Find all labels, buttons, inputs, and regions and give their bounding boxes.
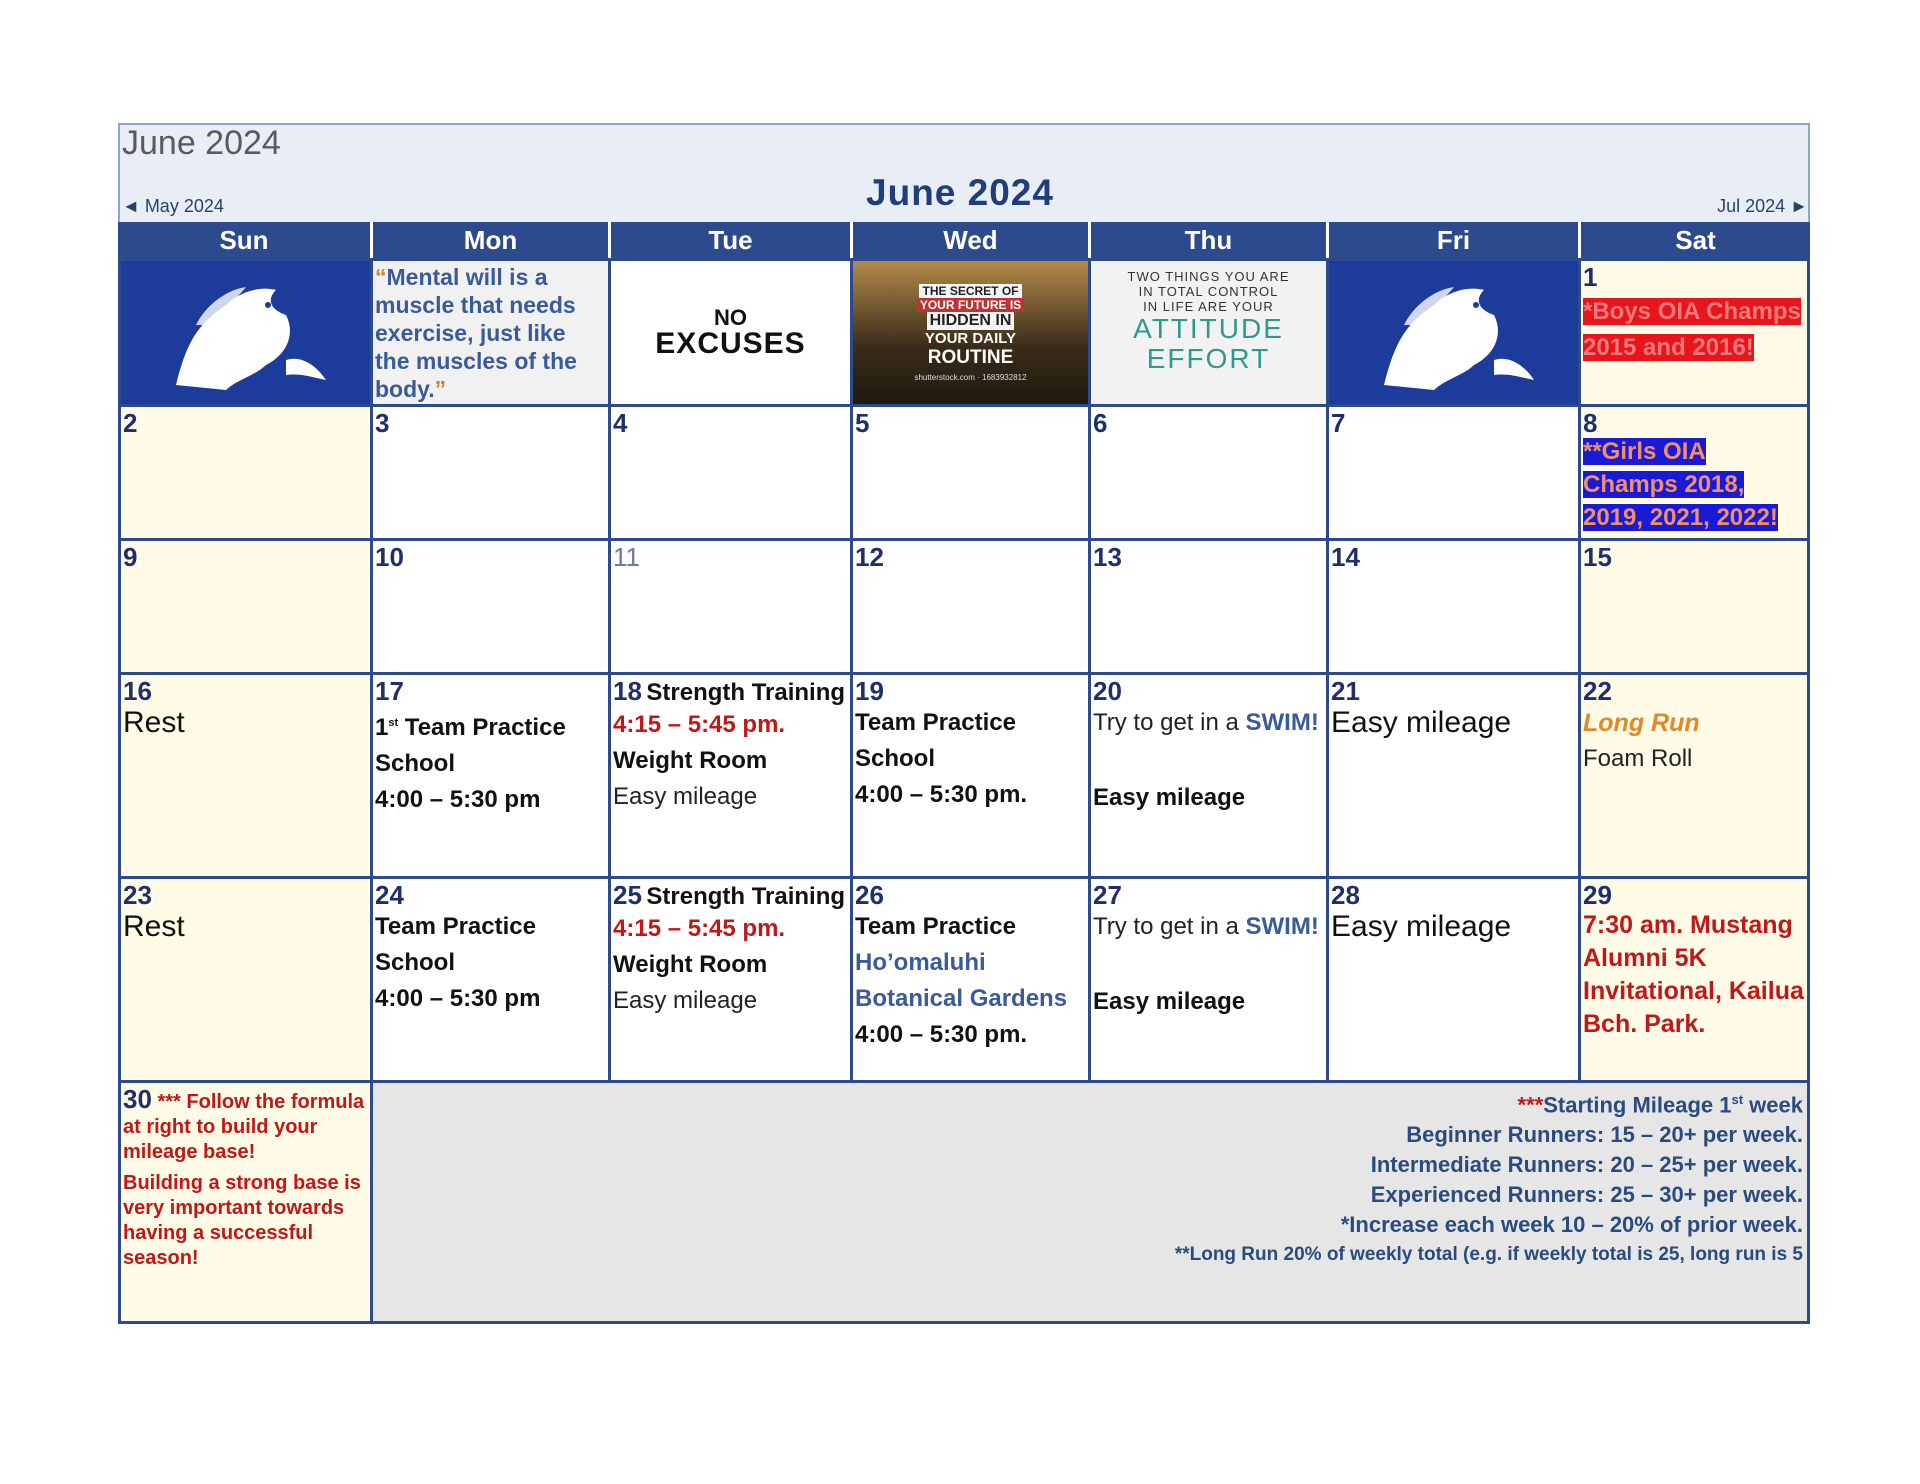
secret-line4: YOUR DAILY: [924, 329, 1017, 347]
event-easy-mileage: Easy mileage: [1331, 910, 1512, 943]
day-header-line: [613, 881, 848, 911]
day-cell-5[interactable]: [850, 404, 1088, 538]
day-number: 15: [1583, 542, 1612, 572]
event-time: 4:00 – 5:30 pm.: [855, 781, 1028, 808]
event-long-run: Long Run: [1583, 709, 1700, 737]
day-header-sun: Sun: [118, 222, 370, 258]
secret-line5: ROUTINE: [927, 346, 1014, 368]
day-header-mon: Mon: [370, 222, 608, 258]
day-number: 24: [375, 880, 404, 910]
day-number: 16: [123, 676, 152, 706]
mustang-logo-icon: [136, 265, 356, 401]
swim-word: SWIM!: [1245, 913, 1319, 940]
day-number: 4: [613, 408, 628, 438]
boys-champs-text: *Boys OIA Champs 2015 and 2016!: [1583, 298, 1801, 361]
heading-sup: st: [1731, 1092, 1744, 1107]
long-run-line: **Long Run 20% of weekly total (e.g. if weekly total is 25, long run is 5: [1174, 1244, 1803, 1266]
mileage-guide: [370, 1080, 1810, 1324]
day-cell-29[interactable]: [1578, 876, 1810, 1080]
event-location: Weight Room: [613, 747, 768, 774]
day-cell-19[interactable]: [850, 672, 1088, 876]
day-cell-20[interactable]: [1088, 672, 1326, 876]
event-title: Team Practice: [398, 714, 566, 741]
mileage-guide-heading: [373, 1085, 1803, 1120]
day-cell-10[interactable]: [370, 538, 608, 672]
day-number: 1: [1583, 262, 1598, 292]
day-cell-7[interactable]: [1326, 404, 1578, 538]
day-number: 3: [375, 408, 390, 438]
day-number: 20: [1093, 676, 1122, 706]
attitude-line4: ATTITUDE: [1133, 313, 1284, 344]
page-title: June 2024: [866, 172, 1054, 213]
attitude-line5: EFFORT: [1146, 343, 1271, 374]
girls-champs-text: **Girls OIA Champs 2018, 2019, 2021, 2022!: [1583, 438, 1778, 531]
event-alumni-5k: 7:30 am. Mustang Alumni 5K Invitational, Kailua Bch. Park.: [1583, 911, 1804, 1038]
day-number: 8: [1583, 408, 1598, 438]
event-swim: [1093, 909, 1324, 948]
swim-word: SWIM!: [1245, 709, 1319, 736]
day-number: 22: [1583, 676, 1612, 706]
day-number: 21: [1331, 676, 1360, 706]
secret-line1: THE SECRET OF: [919, 284, 1021, 298]
boys-champs-note: [1583, 297, 1805, 369]
heading-text: Starting Mileage 1: [1543, 1092, 1732, 1118]
day-number: 7: [1331, 408, 1346, 438]
secret-line2: YOUR FUTURE IS: [917, 298, 1024, 312]
day-cell-21[interactable]: [1326, 672, 1578, 876]
event-location: Ho’omaluhi Botanical Gardens: [855, 949, 1068, 1012]
event-strength-training: Strength Training: [646, 883, 846, 910]
event-location: School: [375, 750, 456, 777]
day-cell-11[interactable]: [608, 538, 850, 672]
day-header-sat: Sat: [1578, 222, 1810, 258]
heading-week: week: [1743, 1092, 1803, 1118]
no-excuses-line2: EXCUSES: [655, 326, 806, 360]
event-easy-mileage: Easy mileage: [1331, 706, 1512, 739]
prev-month-link[interactable]: ◄ May 2024: [122, 196, 224, 216]
day-header-fri: Fri: [1326, 222, 1578, 258]
day-cell-14[interactable]: [1326, 538, 1578, 672]
day-header-wed: Wed: [850, 222, 1088, 258]
day-cell-26[interactable]: [850, 876, 1088, 1080]
ordinal-number: 1: [375, 714, 389, 741]
attitude-line1: TWO THINGS YOU ARE: [1127, 269, 1290, 284]
day-number: 5: [855, 408, 870, 438]
day-cell-25[interactable]: [608, 876, 850, 1080]
day-cell-6[interactable]: [1088, 404, 1326, 538]
corner-title: June 2024: [122, 124, 281, 162]
event-team-practice: [375, 705, 606, 746]
day-number: 29: [1583, 880, 1612, 910]
event-rest: Rest: [123, 706, 185, 739]
quote-close: ”: [434, 376, 447, 402]
day-number: 19: [855, 676, 884, 706]
quote-body: Mental will is a muscle that needs exercise, just like the muscles of the body.: [375, 264, 577, 402]
day-cell-27[interactable]: [1088, 876, 1326, 1080]
day-cell-22[interactable]: [1578, 672, 1810, 876]
secret-routine-image: [850, 258, 1088, 404]
experienced-line: Experienced Runners: 25 – 30+ per week.: [1370, 1182, 1803, 1208]
event-location: School: [375, 949, 456, 976]
no-excuses-line1: NO: [714, 304, 747, 330]
attitude-effort-image: [1088, 258, 1326, 404]
next-month-link[interactable]: Jul 2024 ►: [1717, 196, 1808, 216]
day-cell-24[interactable]: [370, 876, 608, 1080]
day-cell-13[interactable]: [1088, 538, 1326, 672]
day-cell-15[interactable]: [1578, 538, 1810, 672]
day-cell-9[interactable]: [118, 538, 370, 672]
event-easy-mileage: Easy mileage: [613, 987, 758, 1014]
event-time: 4:15 – 5:45 pm.: [613, 711, 786, 738]
day-header-line: [613, 677, 848, 707]
event-time: 4:00 – 5:30 pm.: [855, 1021, 1028, 1048]
day-cell-16[interactable]: [118, 672, 370, 876]
event-time: 4:00 – 5:30 pm: [375, 985, 541, 1012]
secret-caption: shutterstock.com · 1683932812: [914, 372, 1027, 382]
formula-note: *** Follow the formula at right to build your mileage base!: [123, 1091, 365, 1163]
day-30-note: [123, 1085, 368, 1165]
swim-prefix: Try to get in a: [1093, 709, 1246, 736]
day-cell-23[interactable]: [118, 876, 370, 1080]
quote-open: “: [375, 264, 387, 290]
ordinal-suffix: st: [388, 717, 399, 729]
day-number: 17: [375, 676, 404, 706]
day-cell-4[interactable]: [608, 404, 850, 538]
attitude-line3: IN LIFE ARE YOUR: [1143, 299, 1274, 314]
event-easy-mileage: Easy mileage: [1093, 784, 1246, 811]
day-cell-28[interactable]: [1326, 876, 1578, 1080]
day-number: 2: [123, 408, 138, 438]
event-easy-mileage: Easy mileage: [1093, 988, 1246, 1015]
day-cell-3[interactable]: [370, 404, 608, 538]
day-number: 13: [1093, 542, 1122, 572]
attitude-line2: IN TOTAL CONTROL: [1138, 284, 1279, 299]
mustang-logo-sun: [118, 258, 370, 404]
day-cell-12[interactable]: [850, 538, 1088, 672]
day-cell-17[interactable]: [370, 672, 608, 876]
quote-text: [375, 263, 606, 403]
day-number: 30: [123, 1084, 152, 1114]
day-number: 9: [123, 542, 138, 572]
day-number: 23: [123, 880, 152, 910]
day-header-tue: Tue: [608, 222, 850, 258]
day-number: 6: [1093, 408, 1108, 438]
secret-line3: HIDDEN IN: [927, 312, 1015, 330]
day-number: 26: [855, 880, 884, 910]
event-swim: [1093, 705, 1324, 744]
event-time: 4:00 – 5:30 pm: [375, 786, 541, 813]
intermediate-line: Intermediate Runners: 20 – 25+ per week.: [1370, 1152, 1803, 1178]
event-team-practice: Team Practice: [855, 913, 1016, 940]
day-number: 27: [1093, 880, 1122, 910]
day-number: 11: [613, 542, 640, 572]
event-time: 4:15 – 5:45 pm.: [613, 915, 786, 942]
cell-quote: [370, 258, 608, 404]
mustang-logo-icon: [1344, 265, 1564, 401]
swim-prefix: Try to get in a: [1093, 913, 1246, 940]
day-number: 14: [1331, 542, 1360, 572]
day-number: 18: [613, 676, 642, 706]
day-number: 28: [1331, 880, 1360, 910]
event-rest: Rest: [123, 910, 185, 943]
mustang-logo-fri: [1326, 258, 1578, 404]
calendar-grid: [118, 222, 1810, 1324]
base-note: Building a strong base is very important towards having a successful season!: [123, 1172, 361, 1269]
event-location: Weight Room: [613, 951, 768, 978]
event-team-practice: Team Practice: [855, 709, 1016, 736]
event-team-practice: Team Practice: [375, 913, 536, 940]
event-foam-roll: Foam Roll: [1583, 745, 1693, 772]
no-excuses-image: [608, 258, 850, 404]
day-cell-1[interactable]: [1578, 258, 1810, 404]
event-easy-mileage: Easy mileage: [613, 783, 758, 810]
event-strength-training: Strength Training: [646, 679, 846, 706]
day-cell-8[interactable]: [1578, 404, 1810, 538]
heading-stars: ***: [1517, 1092, 1544, 1118]
day-number: 10: [375, 542, 404, 572]
girls-champs-note: [1583, 437, 1805, 536]
day-cell-30[interactable]: [118, 1080, 370, 1324]
event-location: School: [855, 745, 936, 772]
day-cell-2[interactable]: [118, 404, 370, 538]
day-number: 25: [613, 880, 642, 910]
beginner-line: Beginner Runners: 15 – 20+ per week.: [1406, 1122, 1803, 1148]
day-number: 12: [855, 542, 884, 572]
day-cell-18[interactable]: [608, 672, 850, 876]
increase-line: *Increase each week 10 – 20% of prior week.: [1340, 1212, 1803, 1238]
day-header-thu: Thu: [1088, 222, 1326, 258]
